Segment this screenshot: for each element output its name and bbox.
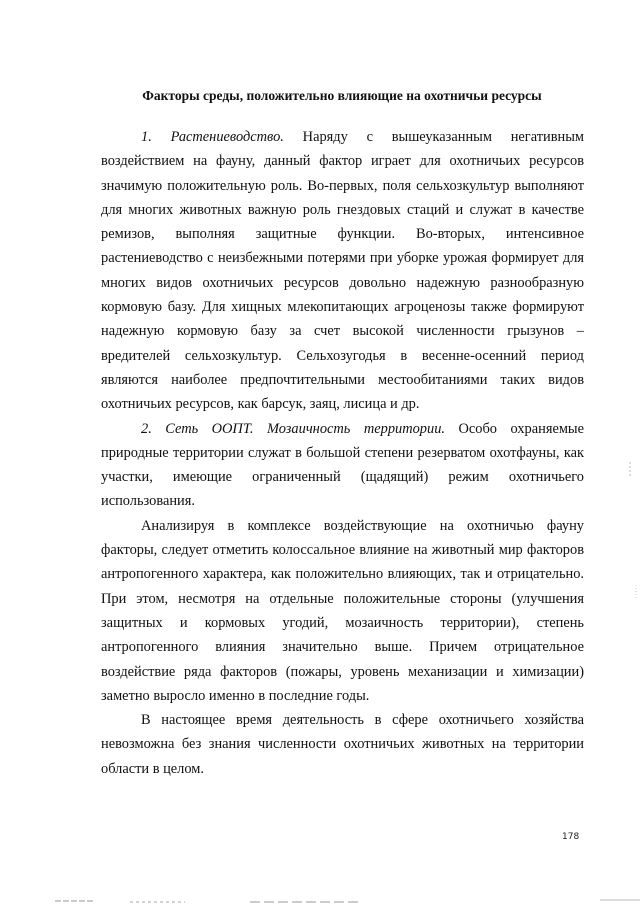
page-number: 178 xyxy=(562,832,580,842)
paragraph-protected-areas xyxy=(101,417,584,514)
body-text xyxy=(101,125,584,781)
paragraph-analysis xyxy=(101,514,584,708)
paragraph-text: Особо охраняемые природные территории служат в большой степени резерватом охотфауны, как участки, имеющие ограниченный (щадящий) режим охотничьего использования. xyxy=(101,420,584,510)
paragraph-conclusion xyxy=(101,708,584,781)
paragraph-lead: 2. Сеть ООПТ. Мозаичность территории. xyxy=(141,420,445,437)
section-heading: Факторы среды, положительно влияющие на охотничьи ресурсы xyxy=(142,88,542,103)
paragraph-crop-farming xyxy=(101,125,584,417)
paragraph-lead: 1. Растениеводство. xyxy=(141,129,284,145)
paragraph-text: Анализируя в комплексе воздействующие на охотничью фауну факторы, следует отметить колоссальное влияние на животный мир факторов антропогенного характера, как положительно влияющих, так и отрицательно. При этом, несмотря на отдельные положительные стороны (улучшения защитных и кормовых угодий, мозаичность территории), степень антропогенного влияния значительно выше. Причем отрицательное воздействие ряда факторов (пожары, уровень механизации и химизации) заметно выросло именно в последние годы. xyxy=(101,517,584,704)
paragraph-text: В настоящее время деятельность в сфере охотничьего хозяйства невозможна без знания численности охотничьих животных на территории области в целом. xyxy=(101,712,584,777)
paragraph-text: Наряду с вышеуказанным негативным воздействием на фауну, данный фактор играет для охотничьих ресурсов значимую положительную роль. Во-первых, поля сельхозкультур выполняют для многих животных важную роль гнездовых стаций и служат в качестве ремизов, выполняя защитные функции. Во-вторых, интенсивное растениеводство с неизбежными потерями при уборке урожая формирует для многих видов охотничьих ресурсов довольно надежную разнообразную кормовую базу. Для хищных млекопитающих агроценозы также формируют надежную кормовую базу за счет высокой численности грызунов – вредителей сельхозкультур. Сельхозугодья в весенне-осенний период являются наиболее предпочтительными местообитаниями таких видов охотничьих ресурсов, как барсук, заяц, лисица и др. xyxy=(101,129,584,413)
